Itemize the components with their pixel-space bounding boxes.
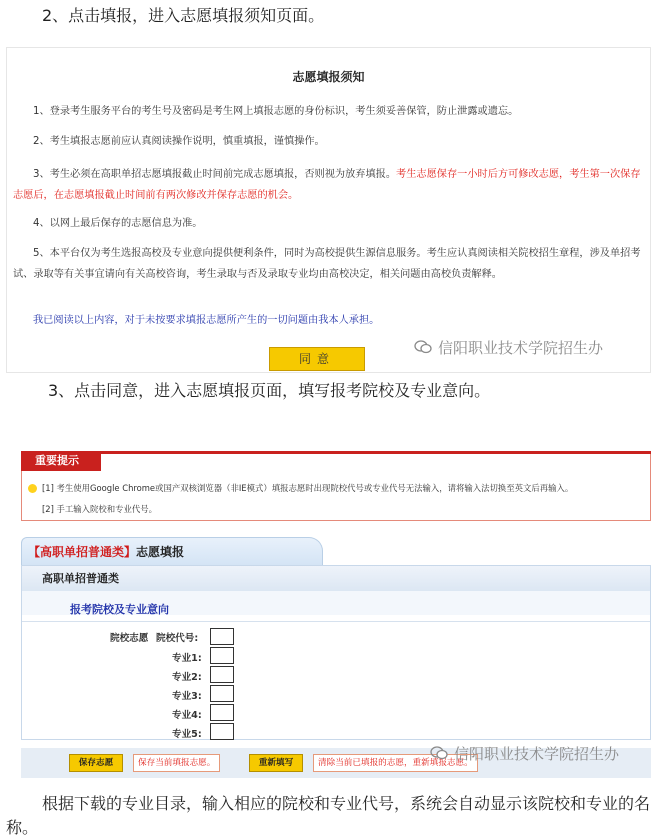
- notice-item-3-text: 3、考生必须在高职单招志愿填报截止时间前完成志愿填报，否则视为放弃填报。: [33, 169, 397, 180]
- panel-heading: 高职单招普通类: [22, 566, 650, 591]
- major-5-input[interactable]: [210, 723, 234, 740]
- save-hint: 保存当前填报志愿。: [133, 754, 220, 772]
- notice-item-4: 4、以网上最后保存的志愿信息为准。: [33, 218, 203, 229]
- form-panel: [21, 565, 651, 740]
- school-code-label: 院校代号:: [156, 633, 199, 644]
- bulb-icon: [28, 484, 37, 493]
- form-screenshot: [6, 443, 651, 780]
- step-2-text: 2、点击填报，进入志愿填报须知页面。: [42, 6, 325, 25]
- tab-category: 【高职单招普通类】: [28, 545, 137, 559]
- notice-item-3-warning: 考生志愿保存一小时后方可修改志愿，考生第一次保存志愿后，在志愿填报截止时间前有两次修改并保存志愿的机会。: [13, 169, 641, 201]
- notice-item-3: [13, 164, 643, 206]
- notice-line-1: [28, 482, 573, 494]
- tab-volunteer-form[interactable]: [21, 537, 323, 565]
- watermark: [414, 337, 603, 358]
- notice-panel: [6, 47, 651, 373]
- notice-line-1-text: [1] 考生使用Google Chrome或国产双核浏览器（非IE模式）填报志愿时出现院校代号或专业代号无法输入，请将输入法切换至英文后再输入。: [42, 483, 574, 493]
- major-3-input[interactable]: [210, 685, 234, 702]
- major-4-input[interactable]: [210, 704, 234, 721]
- agree-button[interactable]: 同意: [269, 347, 365, 371]
- major-1-input[interactable]: [210, 647, 234, 664]
- notice-item-1: 1、登录考生服务平台的考生号及密码是考生网上填报志愿的身份标识，考生须妥善保管，防止泄露或遗忘。: [33, 106, 519, 117]
- major-2-input[interactable]: [210, 666, 234, 683]
- major-4-label: 专业4:: [172, 710, 202, 721]
- notice-line-2: [2] 手工输入院校和专业代号。: [42, 504, 158, 514]
- reset-button[interactable]: 重新填写: [249, 754, 303, 772]
- tab-title: 志愿填报: [136, 545, 185, 559]
- step-3-text: 3、点击同意，进入志愿填报页面，填写报考院校及专业意向。: [48, 381, 491, 400]
- notice-item-2: 2、考生填报志愿前应认真阅读操作说明，慎重填报，谨慎操作。: [33, 136, 325, 147]
- important-notice-box: [21, 451, 651, 521]
- instruction-paragraph: 根据下载的专业目录，输入相应的院校和专业代号，系统会自动显示该院校和专业的名称。: [6, 794, 651, 837]
- divider: [22, 621, 650, 622]
- major-5-label: 专业5:: [172, 729, 202, 740]
- school-code-input[interactable]: [210, 628, 234, 645]
- agreement-text: 我已阅读以上内容，对于未按要求填报志愿所产生的一切问题由我本人承担。: [33, 315, 380, 326]
- reset-hint: 清除当前已填报的志愿，重新填报志愿。: [313, 754, 478, 772]
- major-1-label: 专业1:: [172, 653, 202, 664]
- watermark-text: 信阳职业技术学院招生办: [454, 745, 620, 763]
- save-button[interactable]: 保存志愿: [69, 754, 123, 772]
- wechat-icon: [414, 340, 432, 358]
- wechat-icon: [430, 746, 448, 764]
- section-title: 报考院校及专业意向: [70, 603, 169, 616]
- watermark-text: 信阳职业技术学院招生办: [438, 339, 604, 357]
- notice-item-5: 5、本平台仅为考生选报高校及专业意向提供便利条件，同时为高校提供生源信息服务。考生应认真阅读相关院校招生章程，涉及单招考试、录取等有关事宜请向有关高校咨询，考生录取与否及录取专业均由高校决定，相关问题由高校负责解释。: [13, 248, 641, 280]
- alert-strip: [101, 451, 651, 454]
- important-notice-header: 重要提示: [21, 451, 101, 471]
- school-choice-label: 院校志愿: [110, 633, 149, 644]
- major-3-label: 专业3:: [172, 691, 202, 702]
- major-2-label: 专业2:: [172, 672, 202, 683]
- watermark-2: [430, 743, 619, 764]
- notice-title: 志愿填报须知: [292, 70, 365, 84]
